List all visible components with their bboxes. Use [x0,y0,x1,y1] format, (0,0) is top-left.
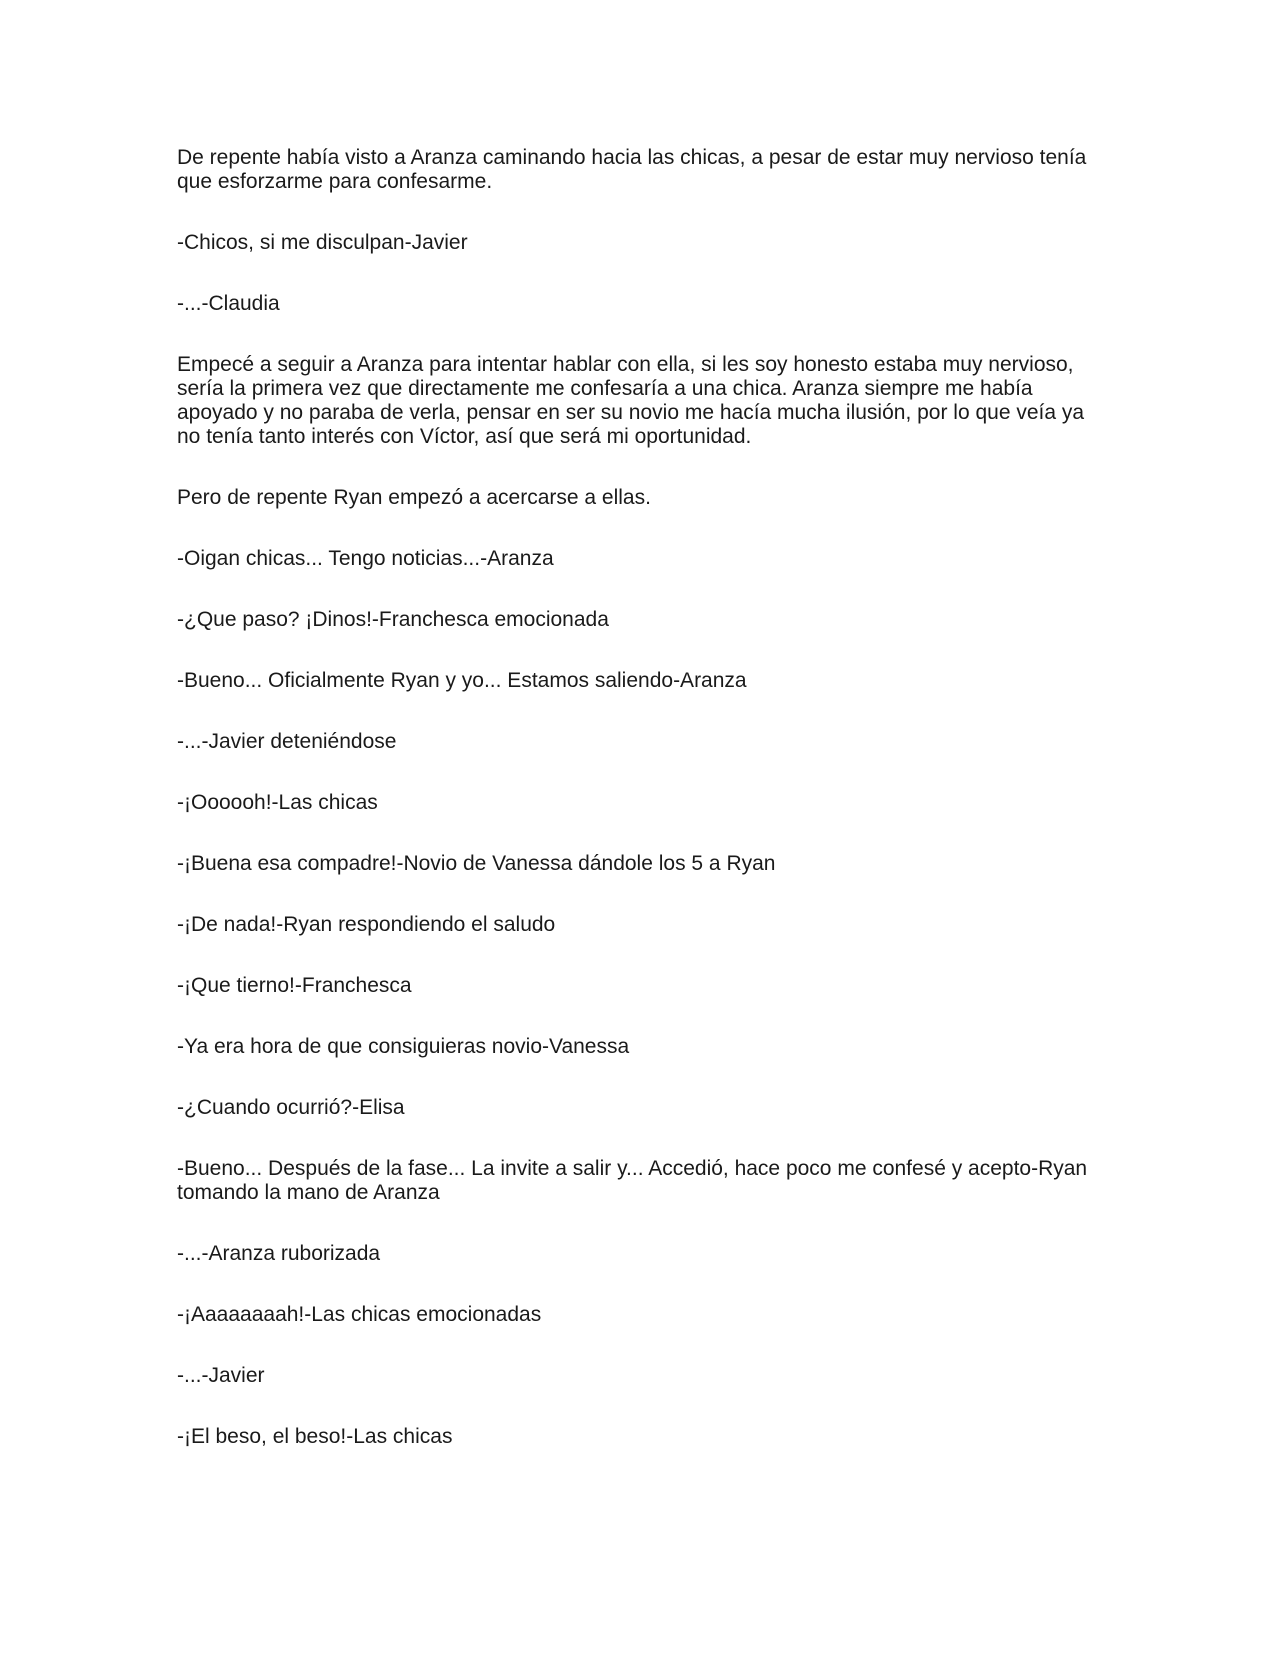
dialogue-line: -...-Javier [177,1364,265,1387]
narration-paragraph: De repente había visto a Aranza caminando hacia las chicas, a pesar de estar muy nervioso tenía que esforzarme para confesarme. [177,146,1087,193]
dialogue-line: -Chicos, si me disculpan-Javier [177,231,468,254]
dialogue-line: -Ya era hora de que consiguieras novio-Vanessa [177,1035,630,1058]
dialogue-line: -¡Buena esa compadre!-Novio de Vanessa dándole los 5 a Ryan [177,852,776,875]
dialogue-line: -Bueno... Oficialmente Ryan y yo... Estamos saliendo-Aranza [177,669,747,692]
dialogue-line: -¿Que paso? ¡Dinos!-Franchesca emocionada [177,608,609,631]
dialogue-line: -¿Cuando ocurrió?-Elisa [177,1096,405,1119]
dialogue-line: -Bueno... Después de la fase... La invite a salir y... Accedió, hace poco me confesé y acepto-Ryan tomando la mano de Aranza [177,1157,1088,1204]
narration-paragraph: Empecé a seguir a Aranza para intentar hablar con ella, si les soy honesto estaba muy nervioso, sería la primera vez que directamente me confesaría a una chica. Aranza siempre me había apoyado y no paraba de verla, pensar en ser su novio me hacía mucha ilusión, por lo que veía ya no tenía tanto interés con Víctor, así que será mi oportunidad. [177,353,1085,448]
dialogue-line: -¡De nada!-Ryan respondiendo el saludo [177,913,556,936]
dialogue-line: -Oigan chicas... Tengo noticias...-Aranza [177,547,554,570]
dialogue-line: -...-Aranza ruborizada [177,1242,381,1265]
document-body [177,146,1097,1486]
narration-paragraph: Pero de repente Ryan empezó a acercarse a ellas. [177,486,651,509]
dialogue-line: -¡El beso, el beso!-Las chicas [177,1425,453,1448]
dialogue-line: -¡Aaaaaaaah!-Las chicas emocionadas [177,1303,542,1326]
dialogue-line: -...-Claudia [177,292,280,315]
dialogue-line: -...-Javier deteniéndose [177,730,397,753]
dialogue-line: -¡Oooooh!-Las chicas [177,791,378,814]
dialogue-line: -¡Que tierno!-Franchesca [177,974,412,997]
